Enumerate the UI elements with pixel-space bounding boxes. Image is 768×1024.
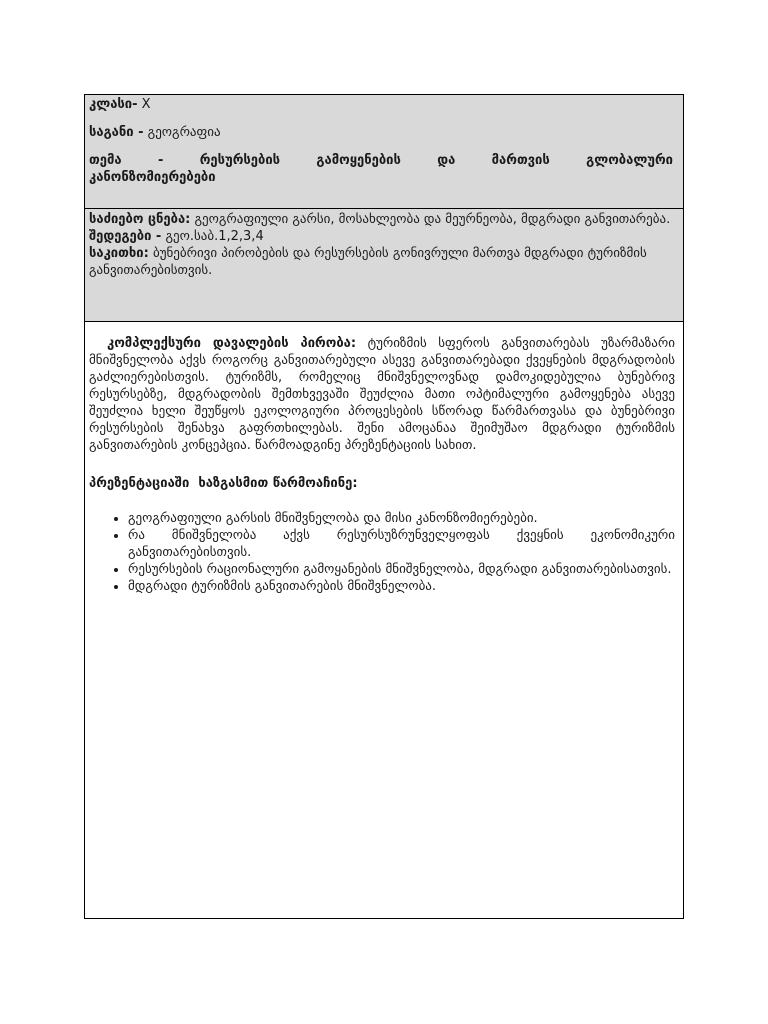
list-item: • გეოგრაფიული გარსის მნიშვნელობა და მისი კანონზომიერებები.: [128, 510, 675, 527]
topic-line-1: თემა - რესურსების გამოყენების და მართვის გლობალური: [89, 153, 673, 168]
results-value: გეო.საბ.1,2,3,4: [165, 229, 264, 244]
concept-line: [89, 211, 673, 228]
task-condition-label: კომპლექსური დავალების პირობა:: [107, 336, 357, 351]
class-line: [89, 96, 673, 113]
results-line: [89, 228, 673, 245]
task-section: [85, 322, 683, 918]
assignment-table: [84, 94, 684, 919]
concept-value: გეოგრაფიული გარსი, მოსახლეობა და მეურნეობა, მდგრადი განვითარება.: [194, 212, 671, 227]
subject-value: გეოგრაფია: [147, 125, 221, 140]
task-condition: [89, 335, 675, 454]
presentation-heading: პრეზენტაციაში ხაზგასმით წარმოაჩინე:: [89, 476, 358, 491]
list-item: • მდგრადი ტურიზმის განვითარების მნიშვნელობა.: [128, 578, 675, 595]
list-item: • რა მნიშვნელობა აქვს რესურსუზრუნველყოფას ქვეყნის ეკონომიკური განვითარებისთვის.: [128, 527, 675, 561]
concept-label: საძიებო ცნება:: [89, 212, 191, 227]
header-section: [85, 95, 683, 209]
subject-label: საგანი -: [89, 125, 144, 140]
task-condition-text: ტურიზმის სფეროს განვითარებას უზარმაზარი მნიშვნელობა აქვს როგორც განვითარებული ასევე განვითარებადი ქვეყნების მდგრადობის გაძლიერებისთვის. ტურიზმს, რომელიც მნიშვნელოვნად დამოკიდებულია ბუნებრივ რესურსებზე, მდგრადობის შემთხვევაში შეუძლია მათი ოპტიმალური გამოყენება ასევე შეუძლია ხელი შეუწყოს ეკოლოგიური პროცესების სწორად წარმართვასა და ბუნებრივი რესურსების შენახვა გაფრთხილებას. შენი ამოცანაა შეიმუშაო მდგრადი ტურიზმის განვითარების კონცეპცია. წარმოადგინე პრეზენტაციის სახით.: [89, 336, 675, 453]
requirements-list: [89, 510, 675, 595]
list-item: • რესურსების რაციონალური გამოყანების მნიშვნელობა, მდგრადი განვითარებისათვის.: [128, 561, 675, 578]
class-label: კლასი-: [89, 97, 138, 112]
results-label: შედეგები -: [89, 229, 162, 244]
question-line: [89, 245, 673, 279]
subject-line: [89, 124, 673, 141]
topic-line-2: კანონზომიერებები: [89, 170, 216, 185]
question-label: საკითხი:: [89, 246, 149, 261]
key-info-section: [85, 209, 683, 322]
question-value: ბუნებრივი პირობების და რესურსების გონივრული მართვა მდგრადი ტურიზმის განვითარებისთვის.: [89, 246, 647, 278]
class-value: X: [141, 97, 151, 112]
